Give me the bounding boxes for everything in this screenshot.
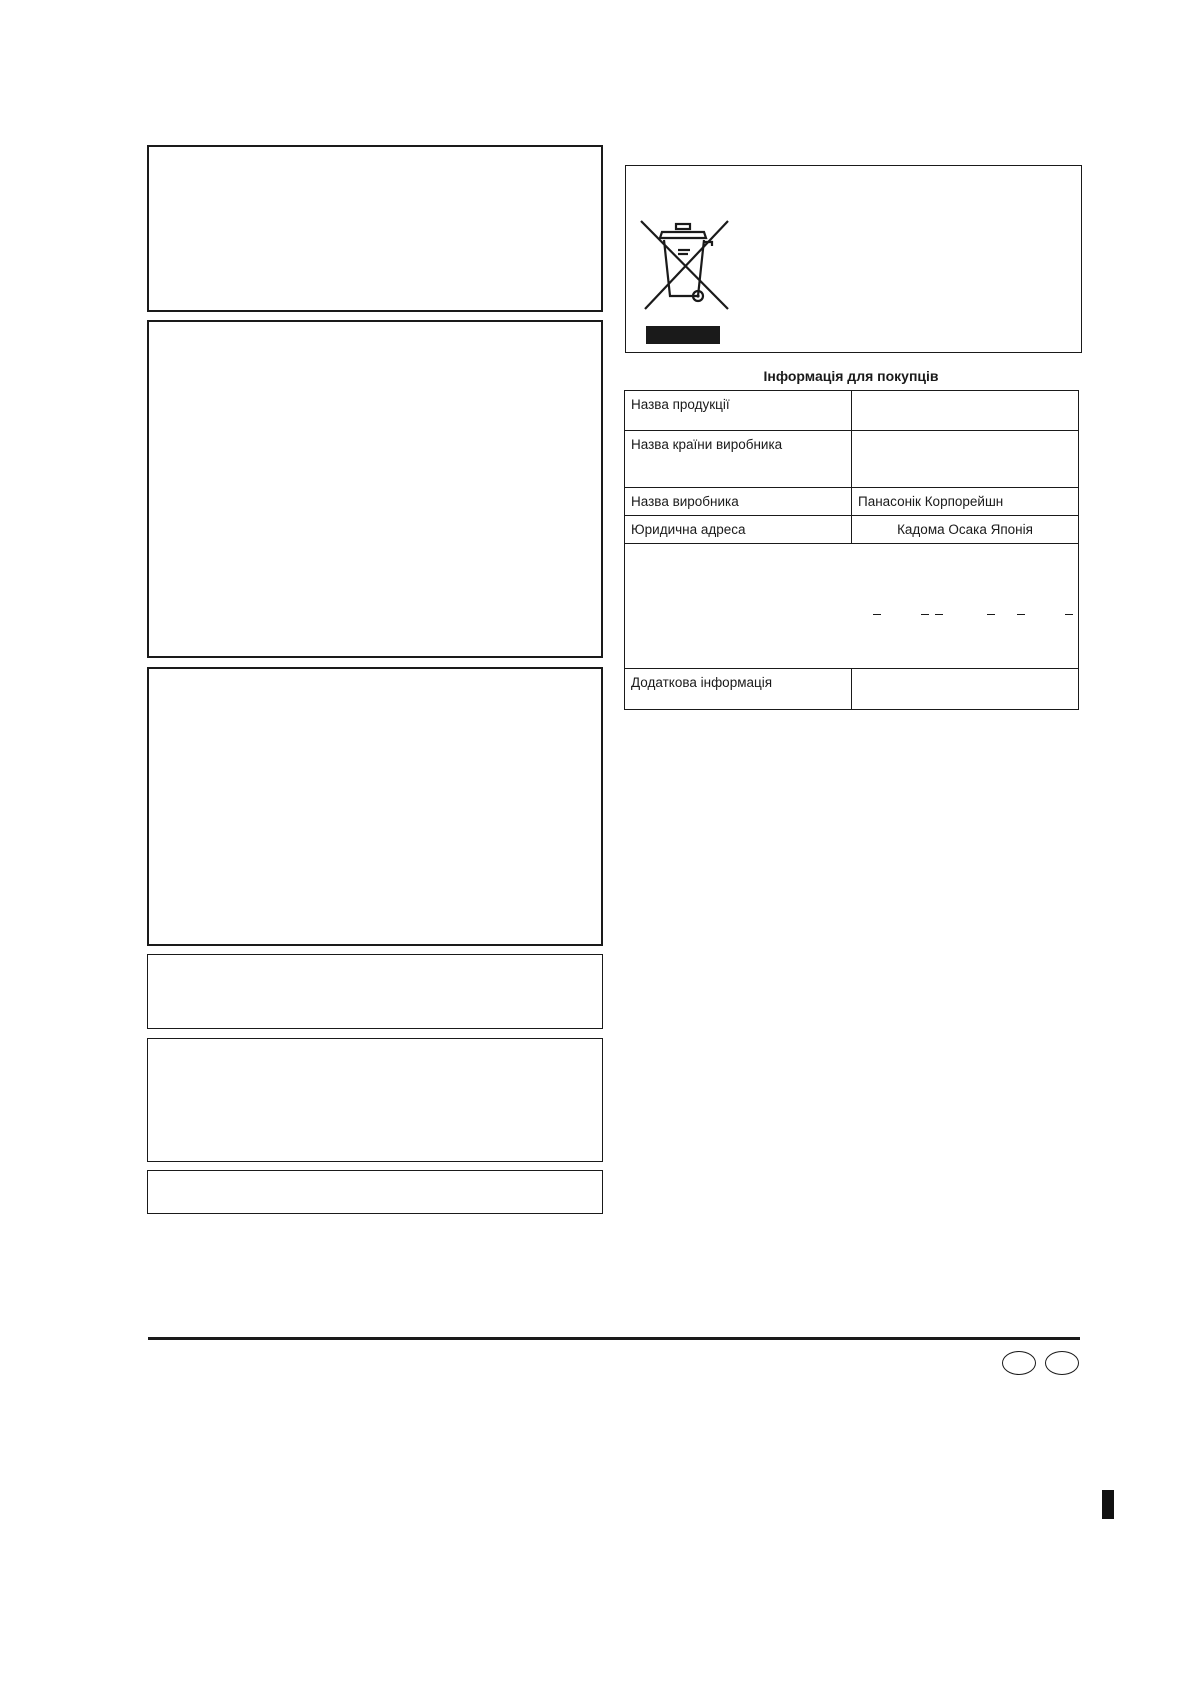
purchaser-info-table bbox=[624, 390, 1079, 710]
table-row bbox=[625, 544, 1079, 669]
table-cell-merged bbox=[625, 544, 1079, 669]
table-row bbox=[625, 391, 1079, 431]
notice-box-4 bbox=[147, 954, 603, 1029]
table-cell-label: Назва продукції bbox=[625, 391, 852, 431]
notice-box-2 bbox=[147, 320, 603, 658]
table-row bbox=[625, 516, 1079, 544]
page-number-oval-left bbox=[1002, 1351, 1036, 1375]
dash-marks bbox=[625, 544, 1078, 668]
notice-box-1 bbox=[147, 145, 603, 312]
table-cell-value bbox=[852, 391, 1079, 431]
notice-box-6 bbox=[147, 1170, 603, 1214]
notice-box-3 bbox=[147, 667, 603, 946]
table-row bbox=[625, 431, 1079, 488]
table-cell-value bbox=[852, 431, 1079, 488]
page-number-oval-right bbox=[1045, 1351, 1079, 1375]
table-row bbox=[625, 488, 1079, 516]
table-cell-value: Кадома Осака Японія bbox=[852, 516, 1079, 544]
table-cell-label: Юридична адреса bbox=[625, 516, 852, 544]
notice-box-5 bbox=[147, 1038, 603, 1162]
table-cell-label: Назва виробника bbox=[625, 488, 852, 516]
weee-box bbox=[625, 165, 1082, 353]
table-cell-value bbox=[852, 669, 1079, 710]
table-cell-label: Додаткова інформація bbox=[625, 669, 852, 710]
crossed-out-wheeled-bin-icon bbox=[638, 216, 738, 346]
purchaser-info-heading: Інформація для покупців bbox=[763, 368, 939, 384]
footer-rule bbox=[148, 1337, 1080, 1340]
table-cell-value: Панасонік Корпорейшн bbox=[852, 488, 1079, 516]
side-tab-marker bbox=[1102, 1490, 1114, 1519]
table-row bbox=[625, 669, 1079, 710]
table-cell-label: Назва країни виробника bbox=[625, 431, 852, 488]
